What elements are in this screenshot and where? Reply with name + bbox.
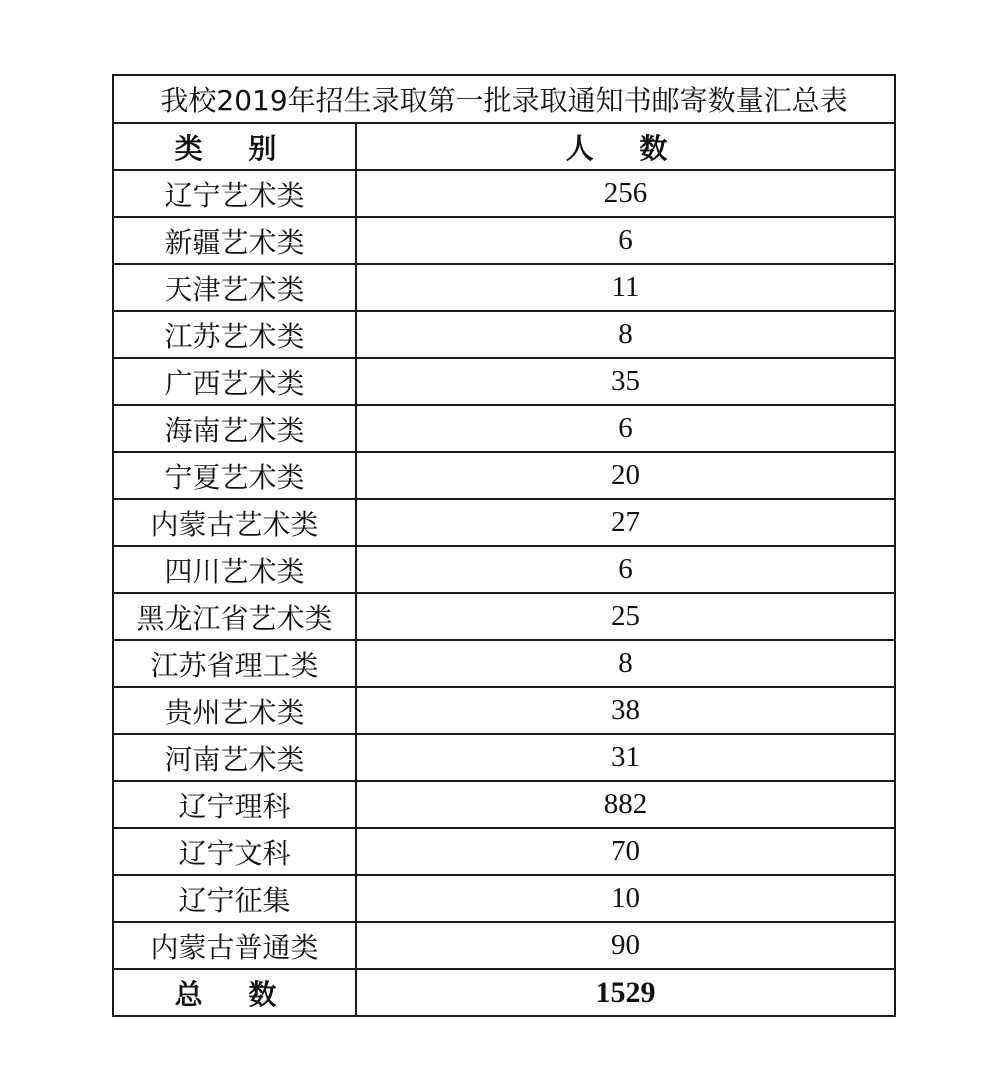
count-cell: 31 (356, 734, 895, 781)
count-cell: 90 (356, 922, 895, 969)
category-cell: 黑龙江省艺术类 (113, 593, 356, 640)
count-cell: 25 (356, 593, 895, 640)
category-cell: 贵州艺术类 (113, 687, 356, 734)
count-cell: 6 (356, 405, 895, 452)
category-cell: 辽宁理科 (113, 781, 356, 828)
category-cell: 辽宁文科 (113, 828, 356, 875)
count-cell: 10 (356, 875, 895, 922)
table-row (113, 593, 895, 640)
count-cell: 8 (356, 640, 895, 687)
category-cell: 辽宁艺术类 (113, 170, 356, 217)
header-row (113, 123, 895, 170)
table-row (113, 875, 895, 922)
table-row (113, 781, 895, 828)
category-cell: 内蒙古艺术类 (113, 499, 356, 546)
count-cell: 27 (356, 499, 895, 546)
count-cell: 35 (356, 358, 895, 405)
table-row (113, 358, 895, 405)
count-cell: 11 (356, 264, 895, 311)
category-cell: 广西艺术类 (113, 358, 356, 405)
table-row (113, 499, 895, 546)
table-row (113, 546, 895, 593)
category-cell: 新疆艺术类 (113, 217, 356, 264)
table-row (113, 405, 895, 452)
table-row (113, 217, 895, 264)
summary-table (112, 74, 896, 1017)
title-row (113, 75, 895, 123)
count-cell: 6 (356, 546, 895, 593)
table-row (113, 170, 895, 217)
category-cell: 内蒙古普通类 (113, 922, 356, 969)
count-cell: 38 (356, 687, 895, 734)
summary-table-container (112, 74, 894, 1017)
category-cell: 天津艺术类 (113, 264, 356, 311)
category-cell: 海南艺术类 (113, 405, 356, 452)
count-cell: 256 (356, 170, 895, 217)
table-row (113, 734, 895, 781)
total-value: 1529 (356, 969, 895, 1016)
table-row (113, 640, 895, 687)
count-cell: 6 (356, 217, 895, 264)
total-label: 总 数 (113, 969, 356, 1016)
count-cell: 70 (356, 828, 895, 875)
count-cell: 882 (356, 781, 895, 828)
category-cell: 四川艺术类 (113, 546, 356, 593)
category-cell: 河南艺术类 (113, 734, 356, 781)
category-cell: 江苏艺术类 (113, 311, 356, 358)
header-count: 人 数 (356, 123, 895, 170)
table-row (113, 264, 895, 311)
category-cell: 江苏省理工类 (113, 640, 356, 687)
table-row (113, 687, 895, 734)
table-row (113, 311, 895, 358)
count-cell: 20 (356, 452, 895, 499)
table-row (113, 828, 895, 875)
category-cell: 宁夏艺术类 (113, 452, 356, 499)
category-cell: 辽宁征集 (113, 875, 356, 922)
table-title: 我校2019年招生录取第一批录取通知书邮寄数量汇总表 (113, 75, 895, 123)
table-body (113, 170, 895, 1016)
table-row (113, 452, 895, 499)
header-category: 类 别 (113, 123, 356, 170)
total-row (113, 969, 895, 1016)
table-row (113, 922, 895, 969)
count-cell: 8 (356, 311, 895, 358)
